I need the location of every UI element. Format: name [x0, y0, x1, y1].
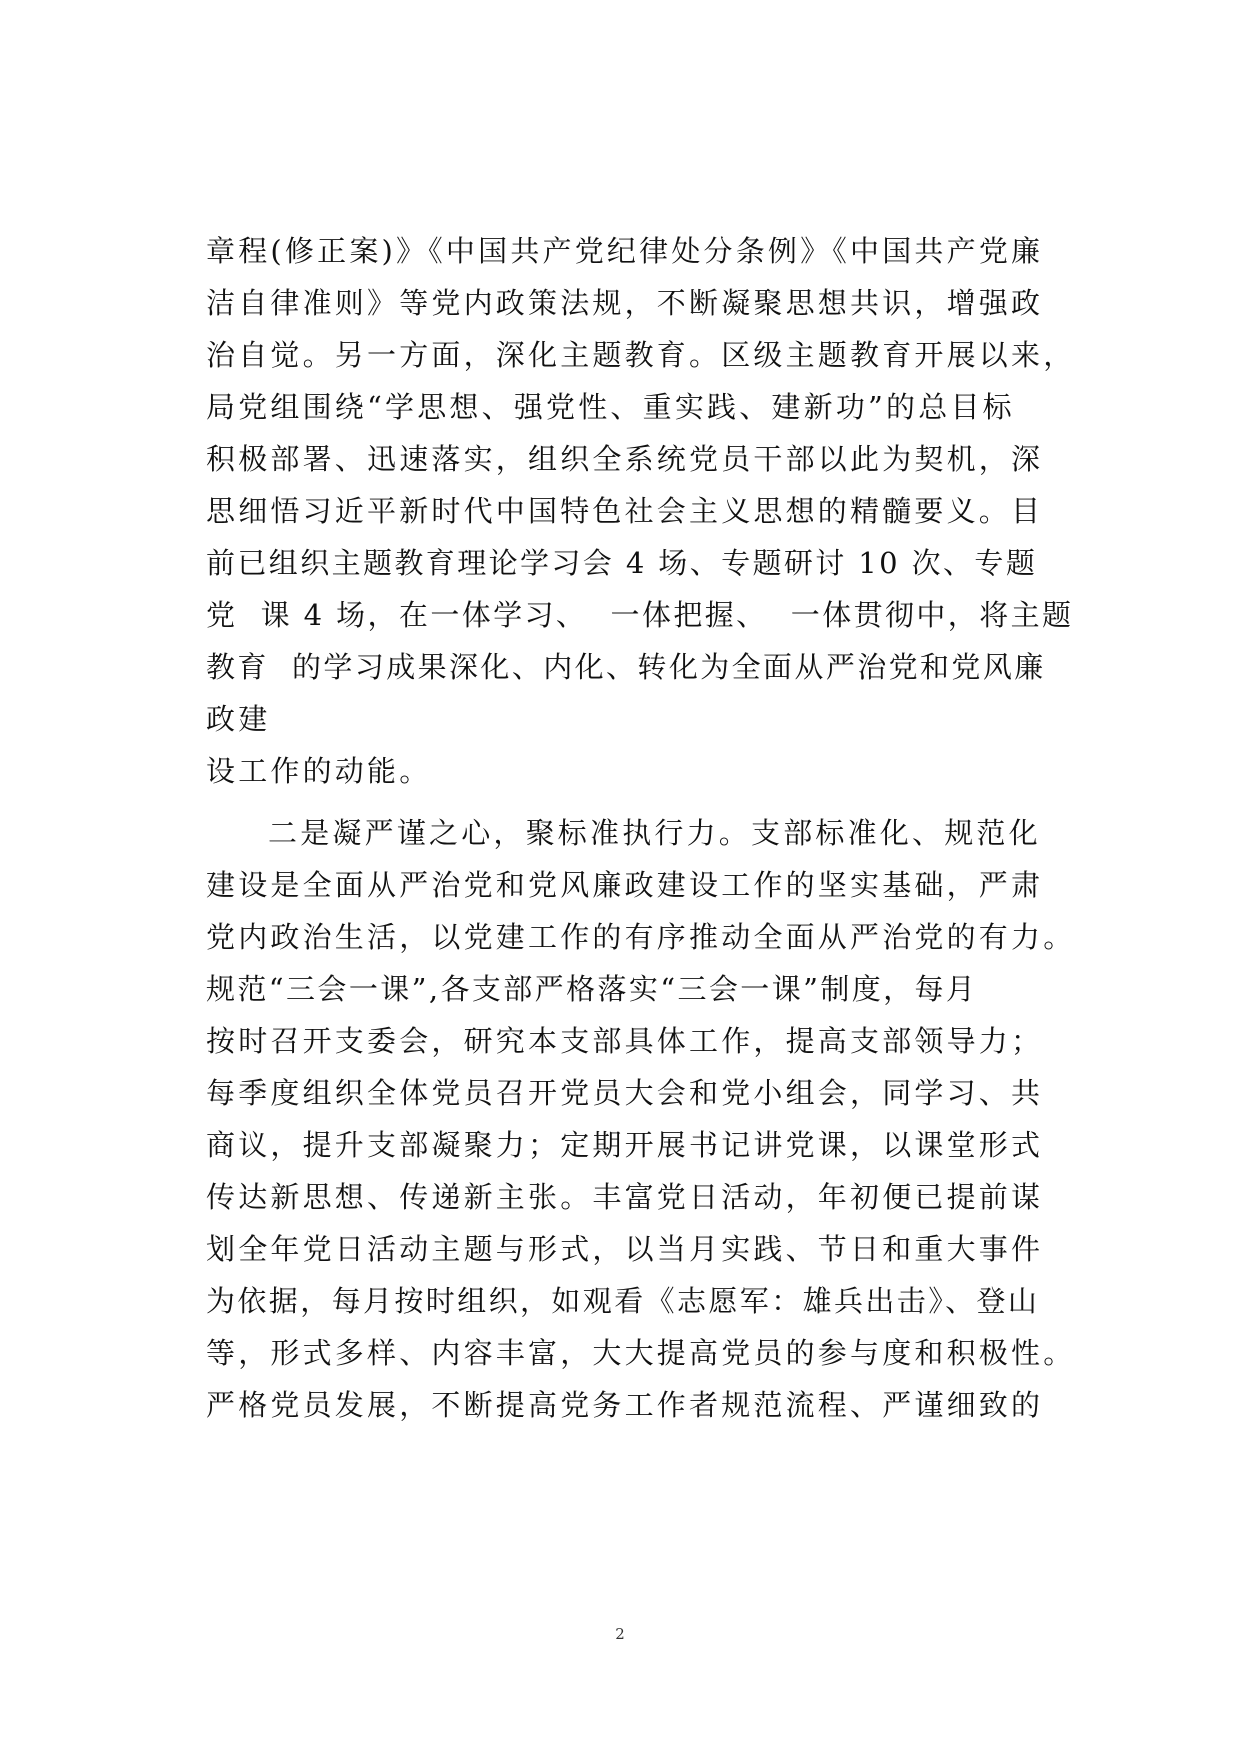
text-line: 划全年党日活动主题与形式，以当月实践、节日和重大事件: [206, 1232, 1044, 1266]
text-line: 二是凝严谨之心，聚标准执行力。支部标准化、规范化: [268, 816, 1041, 850]
text-line: 商议，提升支部凝聚力；定期开展书记讲党课，以课堂形式: [206, 1128, 1044, 1162]
text-line: 按时召开支委会，研究本支部具体工作，提高支部领导力；: [206, 1024, 1044, 1058]
text-line: 治自觉。另一方面，深化主题教育。区级主题教育开展以来，: [206, 338, 1076, 372]
text-line: 规范“三会一课”,各支部严格落实“三会一课”制度，每月: [206, 972, 978, 1006]
text-line: 局党组围绕“学思想、强党性、重实践、建新功”的总目标: [206, 390, 1015, 424]
text-line: 建设是全面从严治党和党风廉政建设工作的坚实基础，严肃: [206, 868, 1044, 902]
text-line: 政建: [206, 702, 271, 736]
text-line: 党 课 4 场，在一体学习、 一体把握、 一体贯彻中，将主题: [206, 598, 1074, 632]
text-line: 传达新思想、传递新主张。丰富党日活动，年初便已提前谋: [206, 1180, 1044, 1214]
text-line: 思细悟习近平新时代中国特色社会主义思想的精髓要义。目: [206, 494, 1044, 528]
body-text: [206, 225, 1076, 1431]
paragraph-spacer: [206, 797, 1076, 807]
text-line: 前已组织主题教育理论学习会 4 场、专题研讨 10 次、专题: [206, 546, 1038, 580]
text-line: 设工作的动能。: [206, 754, 432, 788]
text-line: 为依据，每月按时组织，如观看《志愿军：雄兵出击》、登山: [206, 1284, 1040, 1318]
text-line: 等，形式多样、内容丰富，大大提高党员的参与度和积极性。: [206, 1336, 1076, 1370]
paragraph-1: [206, 225, 1076, 797]
text-line: 教育 的学习成果深化、内化、转化为全面从严治党和党风廉: [206, 650, 1046, 684]
text-line: 章程(修正案)》《中国共产党纪律处分条例》《中国共产党廉: [206, 234, 1044, 268]
text-line: 洁自律准则》等党内政策法规，不断凝聚思想共识，增强政: [206, 286, 1044, 320]
page-number: 2: [615, 1625, 625, 1643]
text-line: 党内政治生活，以党建工作的有序推动全面从严治党的有力。: [206, 920, 1076, 954]
paragraph-2: [206, 807, 1076, 1431]
text-line: 积极部署、迅速落实，组织全系统党员干部以此为契机，深: [206, 442, 1044, 476]
text-line: 严格党员发展，不断提高党务工作者规范流程、严谨细致的: [206, 1388, 1044, 1422]
text-line: 每季度组织全体党员召开党员大会和党小组会，同学习、共: [206, 1076, 1044, 1110]
